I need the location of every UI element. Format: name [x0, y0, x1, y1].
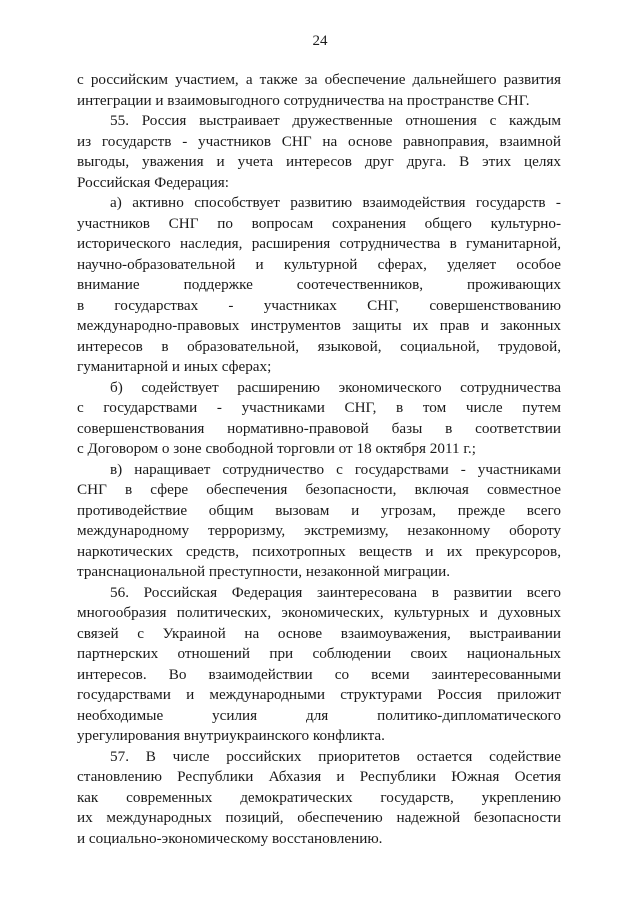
text-line: как современных демократических государств, укреплению: [77, 788, 561, 806]
text-line: с российским участием, а также за обеспечение дальнейшего развития: [77, 71, 561, 88]
text-line: гуманитарной и иных сферах;: [77, 358, 272, 375]
text-line: с Договором о зоне свободной торговли от 18 октября 2011 г.;: [77, 440, 476, 457]
text-line: СНГ в сфере обеспечения безопасности, включая совместное: [77, 481, 561, 498]
text-line: исторического наследия, расширения сотрудничества в гуманитарной,: [77, 235, 561, 252]
text-line: из государств - участников СНГ на основе равноправия, взаимной: [77, 132, 561, 150]
text-line: наркотических средств, психотропных веществ и их прекурсоров,: [77, 542, 561, 560]
text-line: необходимые усилия для политико-дипломатического: [77, 706, 561, 724]
text-line: международно-правовых инструментов защиты их прав и законных: [77, 317, 561, 334]
text-line: 56. Российская Федерация заинтересована в развитии всего: [110, 583, 561, 601]
text-line: 57. В числе российских приоритетов остается содействие: [110, 747, 561, 765]
text-line: а) активно способствует развитию взаимодействия государств -: [110, 194, 561, 211]
body-text: [77, 70, 561, 849]
text-line: участников СНГ по вопросам сохранения общего культурно-: [77, 214, 561, 232]
text-line: интеграции и взаимовыгодного сотрудничества на пространстве СНГ.: [77, 91, 530, 109]
text-line: Российская Федерация:: [77, 173, 229, 191]
text-line: выгоды, уважения и учета интересов друг друга. В этих целях: [77, 153, 561, 170]
text-line: урегулирования внутриукраинского конфликта.: [77, 727, 385, 744]
text-line: партнерских отношений при соблюдении своих национальных: [77, 645, 561, 662]
text-line: интересов. Во взаимодействии со всеми заинтересованными: [77, 665, 561, 683]
text-line: 55. Россия выстраивает дружественные отношения с каждым: [110, 112, 561, 129]
text-line: их международных позиций, обеспечению надежной безопасности: [77, 809, 561, 826]
text-line: противодействие общим вызовам и угрозам, прежде всего: [77, 501, 561, 519]
text-line: совершенствования нормативно-правовой базы в соответствии: [77, 419, 561, 437]
text-line: становлению Республики Абхазия и Республики Южная Осетия: [77, 768, 561, 785]
text-line: внимание поддержке соотечественников, проживающих: [77, 276, 561, 293]
page-number: 24: [312, 33, 328, 49]
text-line: и социально-экономическому восстановлению.: [77, 829, 383, 847]
text-line: интересов в образовательной, языковой, социальной, трудовой,: [77, 337, 561, 355]
text-line: международному терроризму, экстремизму, незаконному обороту: [77, 522, 561, 539]
text-line: многообразия политических, экономических, культурных и духовных: [77, 604, 561, 621]
text-line: в государствах - участниках СНГ, совершенствованию: [77, 296, 561, 314]
text-line: б) содействует расширению экономического сотрудничества: [110, 378, 561, 396]
text-line: с государствами - участниками СНГ, в том числе путем: [77, 399, 561, 416]
text-line: научно-образовательной и культурной сферах, уделяет особое: [77, 255, 561, 273]
text-line: транснациональной преступности, незаконной миграции.: [77, 563, 451, 580]
text-line: связей с Украиной на основе взаимоуважения, выстраивании: [77, 624, 561, 642]
text-line: государствами и международными структурами Россия приложит: [77, 686, 561, 703]
text-line: в) наращивает сотрудничество с государствами - участниками: [110, 460, 561, 478]
